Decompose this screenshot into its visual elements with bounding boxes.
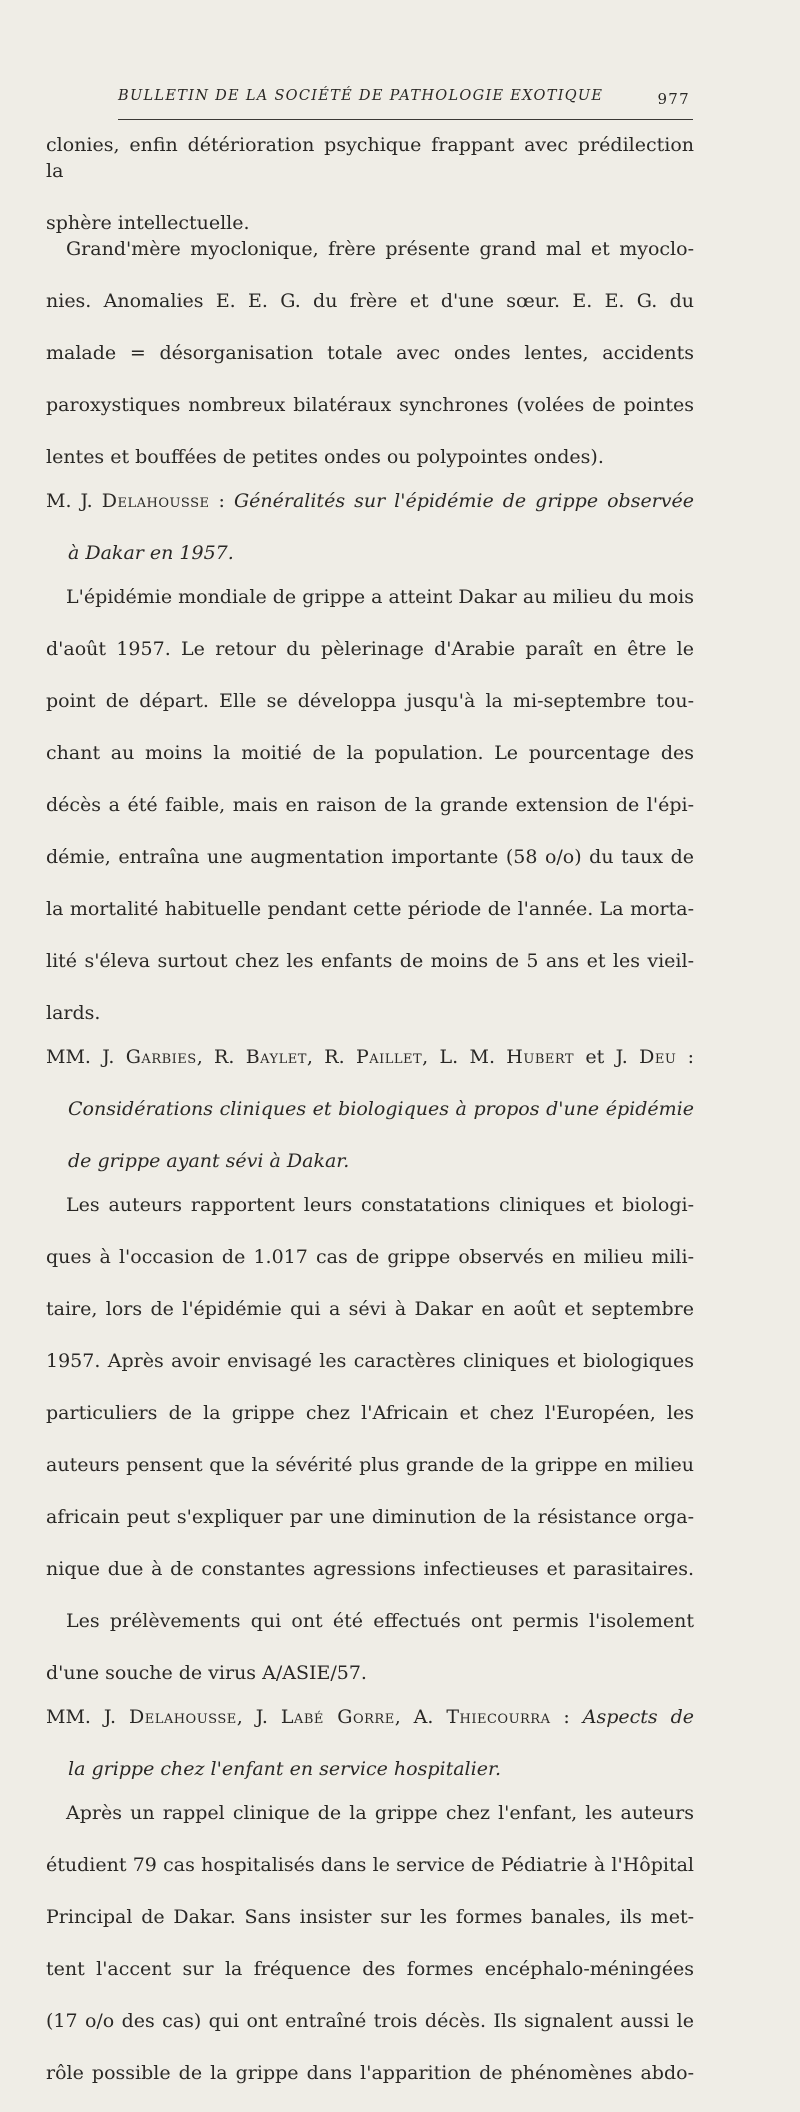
continued-abstract [46, 132, 694, 470]
communication-title: Généralités sur l'épidémie de grippe observée [233, 490, 694, 512]
header-rule [118, 119, 693, 120]
author-name: Labé Gorre [280, 1706, 395, 1728]
text-line: Après un rappel clinique de la grippe chez l'enfant, les auteurs [66, 1802, 694, 1824]
text-line: d'août 1957. Le retour du pèlerinage d'Arabie paraît en être le [46, 638, 694, 660]
page-number: 977 [657, 90, 690, 108]
communication-title: à Dakar en 1957. [68, 542, 234, 564]
communication-title: Aspects de [582, 1706, 694, 1728]
communication-entry [46, 488, 694, 566]
author-prefix: MM. J. [46, 1706, 129, 1728]
text-line: (17 o/o des cas) qui ont entraîné trois décès. Ils signalent aussi le [46, 2010, 694, 2032]
text-line: la mortalité habituelle pendant cette période de l'année. La morta- [46, 898, 694, 920]
text-line: L'épidémie mondiale de grippe a atteint Dakar au milieu du mois [66, 586, 694, 608]
text-line: lentes et bouffées de petites ondes ou polypointes ondes). [46, 446, 604, 468]
text-line: lards. [46, 1002, 101, 1024]
text-line: chant au moins la moitié de la population. Le pourcentage des [46, 742, 694, 764]
author-separator: : [550, 1706, 583, 1728]
text-line: lité s'éleva surtout chez les enfants de moins de 5 ans et les vieil- [46, 950, 694, 972]
text-line: malade = désorganisation totale avec ondes lentes, accidents [46, 342, 694, 364]
text-line: nique due à de constantes agressions infectieuses et parasitaires. [46, 1558, 694, 1580]
text-line: sphère intellectuelle. [46, 212, 250, 234]
author-name: Hubert [506, 1046, 575, 1068]
author-separator: , R. [306, 1046, 356, 1068]
text-line: démie, entraîna une augmentation importante (58 o/o) du taux de [46, 846, 694, 868]
running-title: BULLETIN DE LA SOCIÉTÉ DE PATHOLOGIE EXOTIQUE [118, 88, 604, 104]
author-separator: , A. [394, 1706, 447, 1728]
entry-heading [46, 1044, 694, 1096]
text-line: tent l'accent sur la fréquence des formes encéphalo-méningées [46, 1958, 694, 1980]
communication-title: Considérations cliniques et biologiques à propos d'une épidémie [68, 1098, 694, 1120]
text-line: Les prélèvements qui ont été effectués ont permis l'isolement [66, 1610, 694, 1632]
text-line: Principal de Dakar. Sans insister sur les formes banales, ils met- [46, 1906, 694, 1928]
page-body [46, 132, 694, 2112]
abstract [46, 584, 694, 1026]
text-line: nies. Anomalies E. E. G. du frère et d'une sœur. E. E. G. du [46, 290, 694, 312]
author-name: Baylet [245, 1046, 307, 1068]
author-prefix: MM. J. [46, 1046, 126, 1068]
text-line: auteurs pensent que la sévérité plus grande de la grippe en milieu [46, 1454, 694, 1476]
text-line: étudient 79 cas hospitalisés dans le service de Pédiatrie à l'Hôpital [46, 1854, 694, 1876]
author-separator: et J. [574, 1046, 640, 1068]
abstract [46, 1192, 694, 1686]
author-name: Deu [639, 1046, 677, 1068]
text-line: Les auteurs rapportent leurs constatations cliniques et biologi- [66, 1194, 694, 1216]
communication-title: de grippe ayant sévi à Dakar. [68, 1150, 350, 1172]
text-line: décès a été faible, mais en raison de la grande extension de l'épi- [46, 794, 694, 816]
text-line: ques à l'occasion de 1.017 cas de grippe observés en milieu mili- [46, 1246, 694, 1268]
text-line: d'une souche de virus A/ASIE/57. [46, 1662, 367, 1684]
text-line: rôle possible de la grippe dans l'apparition de phénomènes abdo- [46, 2062, 694, 2084]
text-line: Grand'mère myoclonique, frère présente grand mal et myoclo- [66, 238, 694, 260]
abstract [46, 1800, 694, 2112]
author-name: Delahousse [101, 490, 210, 512]
author-separator: : [676, 1046, 695, 1068]
text-line: taire, lors de l'épidémie qui a sévi à Dakar en août et septembre [46, 1298, 694, 1320]
author-name: Paillet [355, 1046, 423, 1068]
text-line: particuliers de la grippe chez l'Africain et chez l'Européen, les [46, 1402, 694, 1424]
entry-heading [46, 1704, 694, 1756]
author-name: Garbies [125, 1046, 197, 1068]
text-line: 1957. Après avoir envisagé les caractères cliniques et biologiques [46, 1350, 694, 1372]
author-name: Thiecourra [446, 1706, 551, 1728]
communication-title: la grippe chez l'enfant en service hospitalier. [68, 1758, 501, 1780]
text-line: paroxystiques nombreux bilatéraux synchrones (volées de pointes [46, 394, 694, 416]
text-line: africain peut s'expliquer par une diminution de la résistance orga- [46, 1506, 694, 1528]
communication-entry [46, 1704, 694, 1782]
author-separator: , J. [236, 1706, 281, 1728]
author-separator: , L. M. [422, 1046, 507, 1068]
author-separator: , R. [196, 1046, 246, 1068]
author-prefix: M. J. [46, 490, 102, 512]
author-name: Delahousse [128, 1706, 237, 1728]
text-line: clonies, enfin détérioration psychique frappant avec prédilection la [46, 134, 694, 182]
communication-entry [46, 1044, 694, 1174]
entry-heading [46, 488, 694, 540]
text-line: point de départ. Elle se développa jusqu'à la mi-septembre tou- [46, 690, 694, 712]
heading-separator: : [209, 490, 234, 512]
